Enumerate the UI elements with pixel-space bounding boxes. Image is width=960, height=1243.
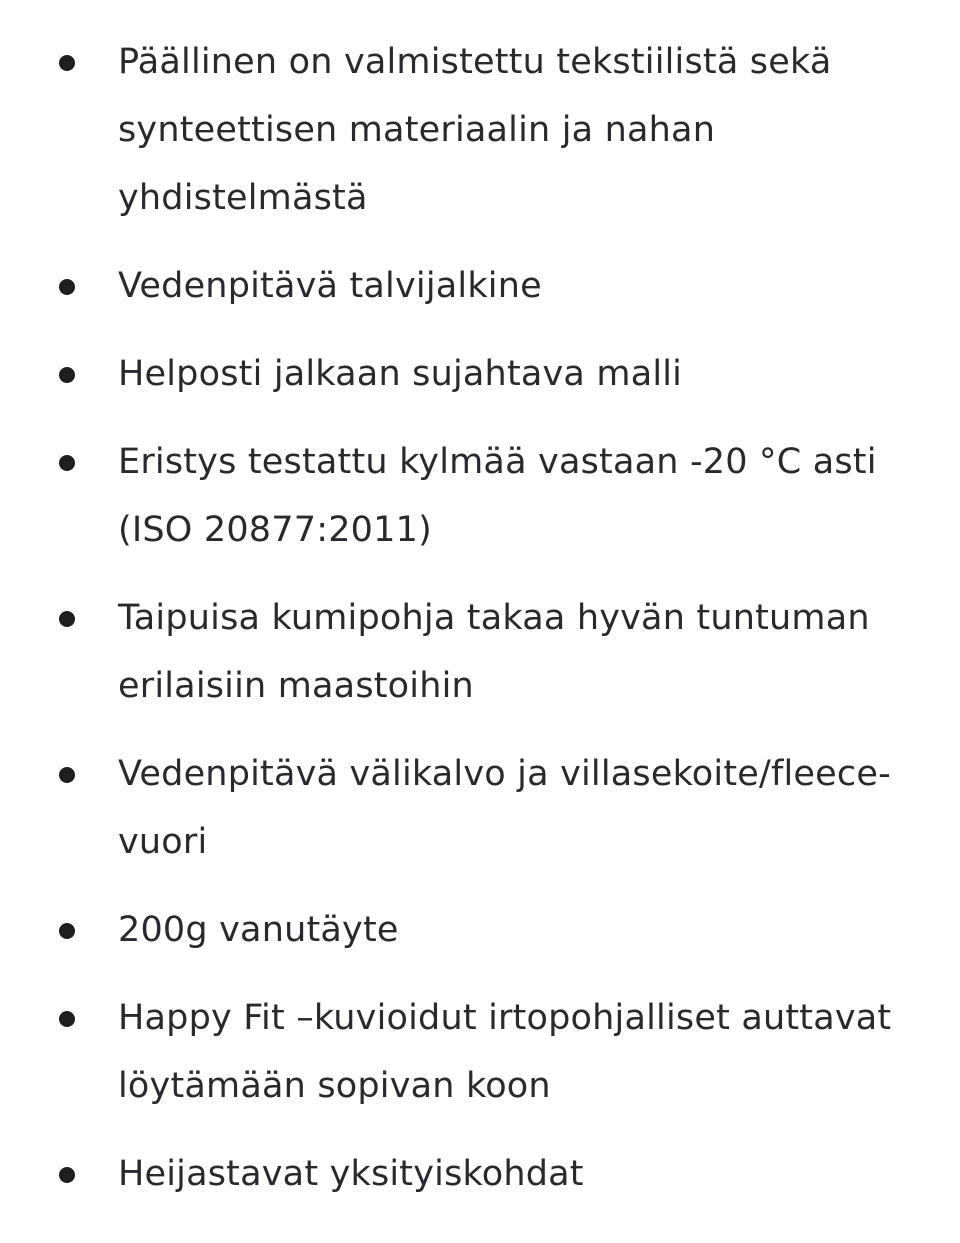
bullet-icon xyxy=(59,367,75,383)
feature-text: Taipuisa kumipohja takaa hyvän tuntuman erilaisiin maastoihin xyxy=(118,598,870,706)
feature-text: Helposti jalkaan sujahtava malli xyxy=(118,354,683,394)
feature-text: 200g vanutäyte xyxy=(118,910,399,950)
feature-item xyxy=(0,340,960,408)
feature-item xyxy=(0,252,960,320)
feature-item xyxy=(0,428,960,564)
feature-item xyxy=(0,584,960,720)
feature-item xyxy=(0,28,960,232)
feature-item xyxy=(0,1140,960,1208)
bullet-icon xyxy=(59,1011,75,1027)
feature-text: Päällinen on valmistettu tekstiilistä sekä synteettisen materiaalin ja nahan yhdistelmästä xyxy=(118,42,832,218)
feature-item xyxy=(0,740,960,876)
bullet-icon xyxy=(59,767,75,783)
bullet-icon xyxy=(59,1167,75,1183)
bullet-icon xyxy=(59,55,75,71)
feature-text: Happy Fit –kuvioidut irtopohjalliset auttavat löytämään sopivan koon xyxy=(118,998,892,1106)
feature-item xyxy=(0,896,960,964)
feature-text: Vedenpitävä välikalvo ja villasekoite/fleece-vuori xyxy=(118,754,891,862)
bullet-icon xyxy=(59,279,75,295)
bullet-icon xyxy=(59,923,75,939)
feature-text: Eristys testattu kylmää vastaan -20 °C asti (ISO 20877:2011) xyxy=(118,442,877,550)
feature-text: Heijastavat yksityiskohdat xyxy=(118,1154,584,1194)
bullet-icon xyxy=(59,611,75,627)
product-feature-list xyxy=(0,28,960,1228)
feature-item xyxy=(0,984,960,1120)
feature-text: Vedenpitävä talvijalkine xyxy=(118,266,542,306)
bullet-icon xyxy=(59,455,75,471)
